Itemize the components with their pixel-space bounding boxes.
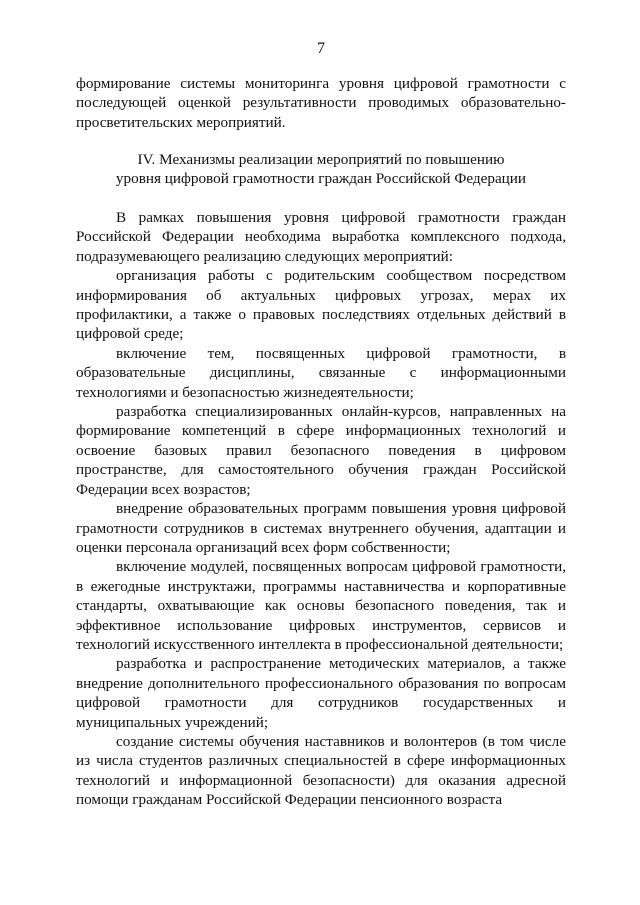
section-heading-line-1: IV. Механизмы реализации мероприятий по повышению [137,151,505,168]
list-item: внедрение образовательных программ повышения уровня цифровой грамотности сотрудников в системах внутреннего обучения, адаптации и оценки персонала организаций всех форм собственности; [76,500,566,556]
list-item: разработка специализированных онлайн-курсов, направленных на формирование компетенций в сфере информационных технологий и освоение базовых правил безопасного поведения в цифровом пространстве, для самостоятельного обучения граждан Российской Федерации всех возрастов; [76,403,566,498]
intro-block [76,74,566,132]
list-item: организация работы с родительским сообществом посредством информирования об актуальных цифровых угрозах, мерах их профилактики, а также о правовых последствиях отдельных действий в цифровой среде; [76,267,566,343]
intro-paragraph: формирование системы мониторинга уровня цифровой грамотности с последующей оценкой результативности проводимых образовательно-просветительских мероприятий. [76,75,566,131]
section-heading-line-2: уровня цифровой грамотности граждан Российской Федерации [115,170,527,188]
list-item: разработка и распространение методических материалов, а также внедрение дополнительного профессионального образования по вопросам цифровой грамотности для сотрудников государственных и муниципальных учреждений; [76,655,566,731]
section-heading [76,150,566,189]
section-body [76,208,566,810]
list-item: включение тем, посвященных цифровой грамотности, в образовательные дисциплины, связанные с информационными технологиями и безопасностью жизнедеятельности; [76,344,566,401]
paragraph-intro: В рамках повышения уровня цифровой грамотности граждан Российской Федерации необходима выработка комплексного подхода, подразумевающего реализацию следующих мероприятий: [76,209,566,265]
list-item: включение модулей, посвященных вопросам цифровой грамотности, в ежегодные инструктажи, программы наставничества и корпоративные стандарты, охватывающие как основы безопасного поведения, так и эффективное использование цифровых инструментов, сервисов и технологий искусственного интеллекта в профессиональной деятельности; [76,558,566,653]
page-number: 7 [317,40,325,57]
list-item: создание системы обучения наставников и волонтеров (в том числе из числа студентов различных специальностей в сфере информационных технологий и информационной безопасности) для оказания адресной помощи гражданам Российской Федерации пенсионного возраста [76,732,566,809]
